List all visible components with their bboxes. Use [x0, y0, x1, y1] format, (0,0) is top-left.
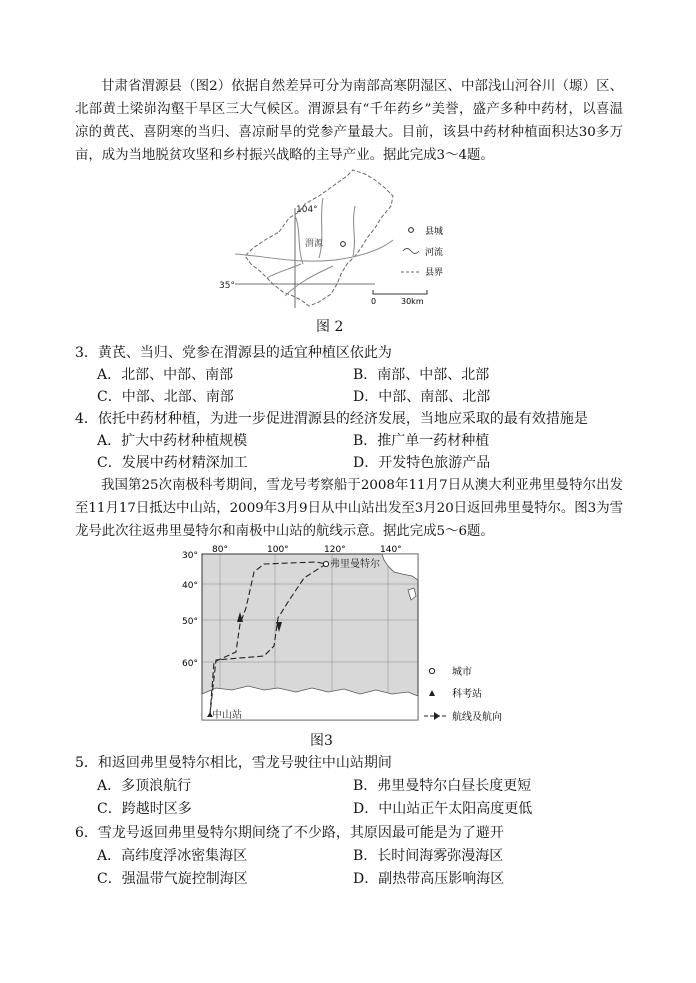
- q4-option-a: A．扩大中药材种植规模: [97, 433, 248, 449]
- fremantle-label: 弗里曼特尔: [330, 559, 380, 570]
- question-4-stem: 4．依托中药材种植，为进一步促进渭源县的经济发展，当地应采取的最有效措施是: [75, 411, 588, 427]
- tributary-river: [353, 206, 355, 256]
- q3-option-b: B．南部、中部、北部: [353, 367, 490, 383]
- question-3-stem: 3．黄芪、当归、党参在渭源县的适宜种植区依此为: [75, 345, 392, 361]
- q5-option-a: A．多顶浪航行: [97, 778, 192, 794]
- figure-2-caption: 图 2: [316, 319, 344, 335]
- longitude-tick: 100°: [267, 545, 289, 555]
- legend-route: 航线及航向: [452, 712, 502, 723]
- legend-station: 科考站: [452, 689, 482, 700]
- longitude-tick: 120°: [324, 545, 346, 555]
- county-seat-legend-icon: [409, 228, 414, 233]
- tributary-river: [267, 264, 301, 278]
- question-6-stem: 6．雪龙号返回弗里曼特尔期间绕了不少路，其原因最可能是为了避开: [75, 825, 504, 841]
- latitude-tick: 40°: [182, 581, 198, 591]
- q4-option-b: B．推广单一药材种植: [353, 433, 490, 449]
- tributary-river: [285, 266, 333, 296]
- route-legend-arrow: [434, 712, 440, 720]
- question-5-stem: 5．和返回弗里曼特尔相比，雪龙号驶往中山站期间: [75, 755, 392, 771]
- intro-passage-1: 甘肃省渭源县（图2）依据自然差异可分为南部高寒阴湿区、中部浅山河谷川（塬）区、北部黄土梁峁沟壑干旱区三大气候区。渭源县有“千年药乡”美誉，盛产多种中药材，以喜温凉的黄芪、喜阴寒的当归、喜凉耐旱的党参产量最大。目前，该县中药材种植面积达30多万亩，成为当地脱贫攻坚和乡村振兴战略的主导产业。据此完成3～4题。: [75, 79, 623, 163]
- figure-3-caption: 图3: [310, 733, 333, 749]
- legend-boundary: 县界: [425, 268, 444, 278]
- q3-option-d: D．中部、南部、北部: [353, 389, 491, 405]
- q6-option-d: D．副热带高压影响海区: [353, 871, 505, 887]
- longitude-label: 104°: [296, 205, 318, 215]
- tributary-river: [319, 198, 323, 258]
- latitude-label: 35°: [219, 281, 235, 291]
- q3-option-c: C．中部、北部、南部: [97, 389, 234, 405]
- city-legend-icon: [429, 668, 434, 673]
- q6-option-b: B．长时间海雾弥漫海区: [353, 848, 504, 864]
- county-seat-marker: [341, 242, 346, 247]
- scale-zero: 0: [371, 297, 377, 306]
- latitude-tick: 50°: [182, 617, 198, 627]
- zhongshan-station-label: 中山站: [212, 710, 242, 721]
- q5-option-c: C．跨越时区多: [97, 801, 192, 817]
- q6-option-c: C．强温带气旋控制海区: [97, 871, 248, 887]
- river-legend-icon: [403, 249, 419, 254]
- legend-county-seat: 县城: [425, 227, 444, 237]
- longitude-tick: 140°: [380, 545, 402, 555]
- county-boundary: [245, 170, 393, 306]
- scale-bar: [373, 290, 427, 294]
- tributary-river: [295, 216, 303, 264]
- legend-city: 城市: [452, 667, 472, 678]
- county-seat-label: 渭源: [305, 239, 324, 249]
- legend-river: 河流: [425, 248, 444, 258]
- q3-option-a: A．北部、中部、南部: [97, 367, 234, 383]
- station-legend-icon: [429, 690, 435, 696]
- q4-option-c: C．发展中药材精深加工: [97, 455, 248, 471]
- fremantle-marker: [323, 561, 328, 566]
- figure-2-map: [215, 168, 475, 313]
- figure-3-route-map: [176, 542, 516, 732]
- q6-option-a: A．高纬度浮冰密集海区: [97, 848, 248, 864]
- longitude-tick: 80°: [212, 545, 228, 555]
- q5-option-d: D．中山站正午太阳高度更低: [353, 801, 533, 817]
- latitude-tick: 30°: [182, 551, 198, 561]
- latitude-tick: 60°: [182, 659, 198, 669]
- q4-option-d: D．开发特色旅游产品: [353, 455, 491, 471]
- q5-option-b: B．弗里曼特尔白昼长度更短: [353, 778, 532, 794]
- intro-passage-2: 我国第25次南极科考期间，雪龙号考察船于2008年11月7日从澳大利亚弗里曼特尔出发至11月17日抵达中山站，2009年3月9日从中山站出发至3月20日返回弗里曼特尔。图3为雪龙号此次往返弗里曼特尔和南极中山站的航线示意。据此完成5～6题。: [75, 478, 623, 539]
- scale-distance: 30km: [401, 297, 424, 306]
